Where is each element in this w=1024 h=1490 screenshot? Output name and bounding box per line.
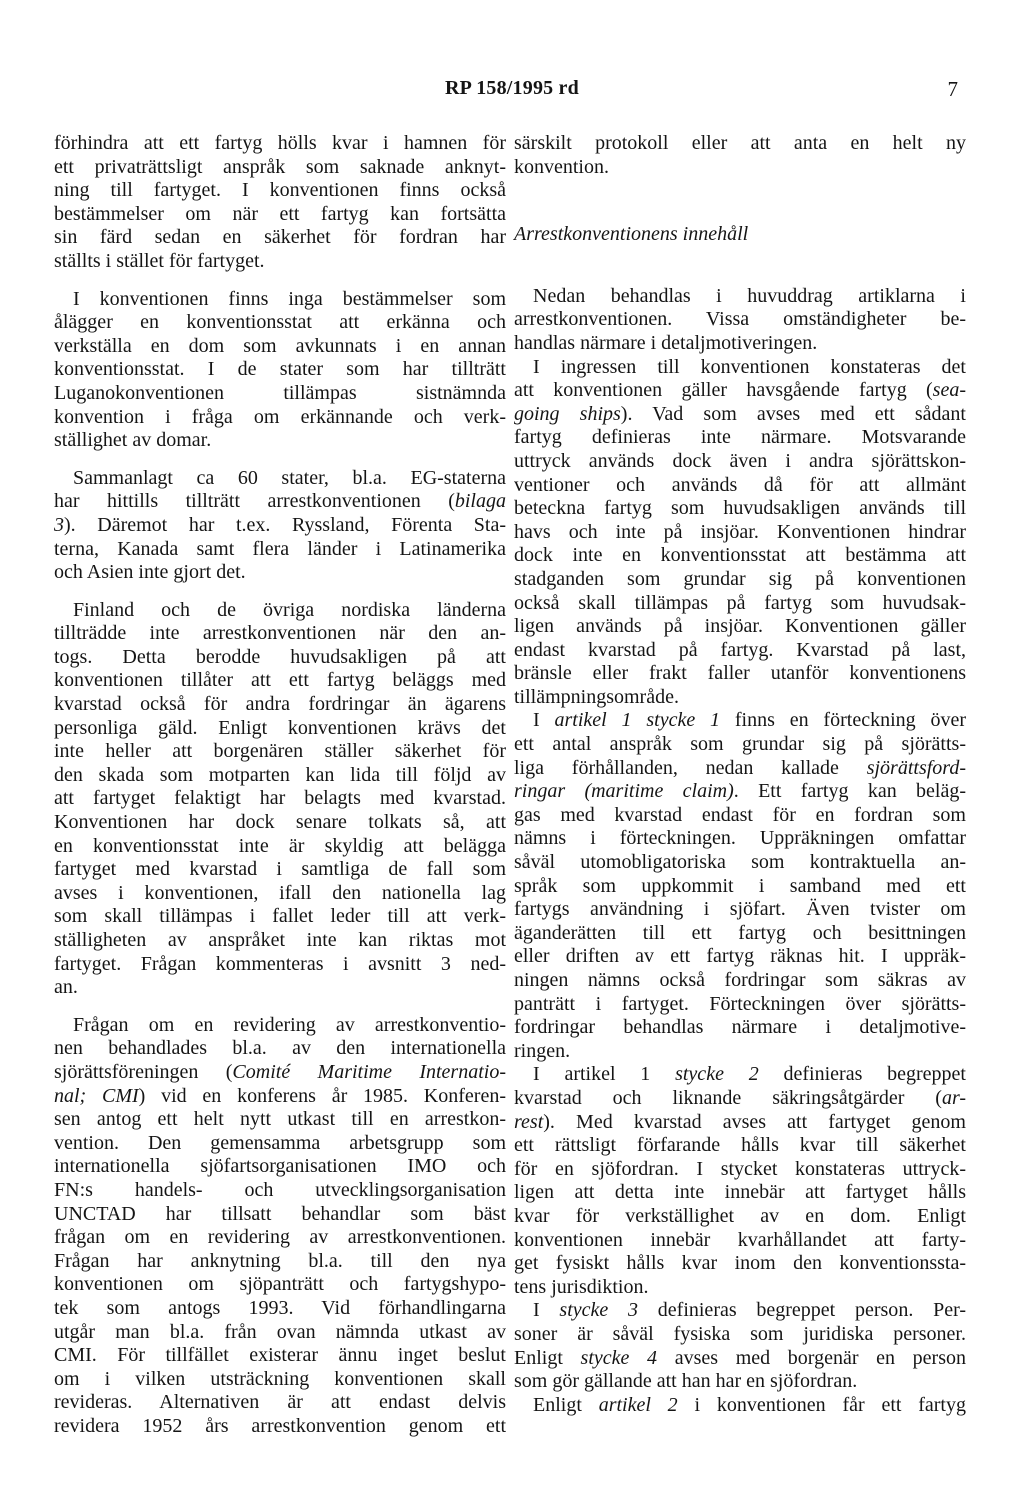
text-line: nen behandlades bl.a. av den internationella [54,1037,506,1060]
text-line: terna, Kanada samt flera länder i Latinamerika [54,537,506,560]
text-line: nal; CMI) vid en konferens år 1985. Konferen- [54,1084,506,1107]
text-line: I stycke 3 definieras begreppet person. Per- [533,1299,966,1322]
text-line: internationella sjöfartsorganisationen IMO och [54,1155,506,1178]
document-reference: RP 158/1995 rd [445,77,579,99]
text-line: den skada som motparten kan lida till följd av [54,763,506,786]
text-line: I artikel 1 stycke 1 finns en förteckning över [533,709,966,732]
text-line: ning till fartyget. I konventionen finns också [54,179,506,202]
text-line: Frågan har anknytning bl.a. till den nya [54,1249,506,1272]
text-line: ålägger en konventionsstat att erkänna och [54,311,506,334]
text-line: handlas närmare i detaljmotiveringen. [514,331,818,354]
text-line: 3). Däremot har t.ex. Ryssland, Förenta Sta- [54,513,506,536]
text-line: ett privaträttsligt anspråk som saknade anknyt- [54,155,506,178]
text-line: Luganokonventionen tillämpas sistnämnda [54,381,506,404]
text-line: panträtt i fartyget. Förteckningen över sjörätts- [514,992,966,1015]
text-line: förhindra att ett fartyg hölls kvar i hamnen för [54,132,506,154]
text-line: ningen nämns också fordringar som säkras av [514,969,966,991]
text-line: get fysiskt hålls kvar inom den konventionssta- [514,1252,966,1275]
page-number: 7 [947,77,958,101]
text-line: såväl utomobligatoriska som kontraktuella an- [514,851,966,874]
text-line: särskilt protokoll eller att anta en helt ny [514,132,966,154]
text-line: ställighet av domar. [54,429,212,452]
text-line: Frågan om en revidering av arrestkonventio- [73,1013,506,1036]
text-line: UNCTAD har tillsatt behandlar som bäst [54,1202,506,1225]
text-line: ett antal anspråk som grundar sig på sjörätts- [514,733,966,756]
text-line: revidera 1952 års arrestkonvention genom ett [54,1414,506,1437]
text-line: konventionen tillåter att ett fartyg beläggs med [54,669,506,692]
section-heading: Arrestkonventionens innehåll [514,223,749,246]
page-header [0,77,1024,107]
text-line: inte heller att borgenären ställer säkerhet för [54,740,506,763]
text-line: har hittills tillträtt arrestkonventionen (bilaga [54,490,506,513]
text-line: för en sjöfordran. I stycket konstateras uttryck- [514,1157,966,1180]
text-line: fartyg definieras inte närmare. Motsvarande [514,426,966,449]
text-line: språk som uppkommit i samband med ett [514,874,966,897]
text-line: Sammanlagt ca 60 stater, bl.a. EG-staterna [73,466,506,489]
text-line: konventionen innebär kvarhållandet att farty- [514,1228,966,1251]
text-line: sen antog ett helt nytt utkast till en arrestkon- [54,1108,506,1131]
text-line: konventionsstat. I de stater som har tillträtt [54,358,506,381]
right-text-column [514,132,966,1417]
text-line: fartygs användning i sjöfart. Även tvister om [514,898,966,921]
text-line: vention. Den gemensamma arbetsgrupp som [54,1131,506,1154]
text-line: nämns i förteckningen. Uppräkningen omfattar [514,827,966,850]
text-line: havs och inte på insjöar. Konventionen hindrar [514,520,966,543]
text-line: avses i konventionen, ifall den nationella lag [54,881,506,904]
text-line: tillämpningsområde. [514,685,679,708]
text-line: sin färd sedan en säkerhet för fordran har [54,226,506,249]
text-line: verkställa en dom som avkunnats i en annan [54,334,506,357]
text-line: an. [54,976,78,999]
text-line: fordringar behandlas närmare i detaljmotive- [514,1016,966,1039]
text-line: och Asien inte gjort det. [54,561,246,584]
text-line: Konventionen har dock senare tolkats så, att [54,811,506,834]
text-line: tek som antogs 1993. Vid förhandlingarna [54,1296,506,1319]
text-line: att fartyget felaktigt har belagts med kvarstad. [54,787,506,810]
text-line: fartyget. Frågan kommenteras i avsnitt 3 ned- [54,952,506,975]
text-line: kvar för verkställighet av en dom. Enligt [514,1204,966,1227]
text-line: om i vilken utsträckning konventionen skall [54,1367,506,1390]
text-line: frågan om en revidering av arrestkonventionen. [54,1226,506,1249]
text-line: kvarstad och liknande säkringsåtgärder (ar- [514,1086,966,1109]
text-line: som gör gällande att han har en sjöfordran. [514,1370,858,1393]
text-line: ringar (maritime claim). Ett fartyg kan beläg- [514,780,966,803]
text-line: ringen. [514,1039,571,1062]
text-line: FN:s handels- och utvecklingsorganisation [54,1178,506,1201]
text-line: sjörättsföreningen (Comité Maritime Internatio- [54,1060,506,1083]
text-line: ligen att detta inte innebär att fartyget hålls [514,1181,966,1204]
text-line: I konventionen finns inga bestämmelser som [73,287,506,310]
text-line: att konventionen gäller havsgående fartyg (sea- [514,379,966,402]
text-line: arrestkonventionen. Vissa omständigheter be- [514,308,966,331]
text-line: Enligt stycke 4 avses med borgenär en person [514,1346,966,1369]
text-line: äganderätten till ett fartyg och besittningen [514,921,966,944]
text-line: konvention i fråga om erkännande och verk- [54,405,506,428]
text-line: liga förhållanden, nedan kallade sjörättsford- [514,756,966,779]
text-line: eller driften av ett fartyg räknas hit. I uppräk- [514,945,966,968]
text-line: Nedan behandlas i huvuddrag artiklarna i [533,284,966,307]
left-text-column [54,132,506,1438]
text-line: togs. Detta berodde huvudsakligen på att [54,645,506,668]
text-line: gas med kvarstad endast för en fordran som [514,803,966,826]
text-line: konventionen om sjöpanträtt och fartygshypo- [54,1273,506,1296]
text-line: kvarstad också för andra fordringar än ägarens [54,693,506,716]
text-line: också skall tillämpas på fartyg som huvudsak- [514,591,966,614]
text-line: ett rättsligt förfarande hålls kvar till säkerhet [514,1134,966,1157]
text-line: soner är såväl fysiska som juridiska personer. [514,1322,966,1345]
text-line: I artikel 1 stycke 2 definieras begreppet [533,1063,966,1086]
text-line: ställts i stället för fartyget. [54,249,265,272]
text-line: CMI. För tillfället existerar ännu inget beslut [54,1344,506,1367]
text-line: rest). Med kvarstad avses att fartyget genom [514,1110,966,1133]
text-line: tillträdde inte arrestkonventionen när den an- [54,622,506,645]
text-line: en konventionsstat inte är skyldig att belägga [54,834,506,857]
text-line: stadganden som grundar sig på konventionen [514,567,966,590]
text-line: I ingressen till konventionen konstateras det [533,355,966,378]
text-line: going ships). Vad som avses med ett sådant [514,402,966,425]
text-line: konvention. [514,155,609,178]
text-line: ligen används på insjöar. Konventionen gäller [514,615,966,638]
text-line: fartyget med kvarstad i samtliga de fall som [54,858,506,881]
text-line: uttryck används dock även i andra sjörättskon- [514,449,966,472]
text-line: bestämmelser om när ett fartyg kan fortsätta [54,202,506,225]
text-line: beteckna fartyg som huvudsakligen används till [514,497,966,520]
text-line: ställigheten av anspråket inte kan riktas mot [54,929,506,951]
text-line: revideras. Alternativen är att endast delvis [54,1391,506,1414]
text-line: Finland och de övriga nordiska länderna [73,598,506,621]
text-line: tens jurisdiktion. [514,1275,649,1298]
text-line: som skall tillämpas i fallet leder till att verk- [54,905,506,928]
text-line: endast kvarstad på fartyg. Kvarstad på last, [514,638,966,661]
text-line: Enligt artikel 2 i konventionen får ett fartyg [533,1393,966,1416]
text-line: personliga gäld. Enligt konventionen krävs det [54,716,506,739]
text-line: bränsle eller frakt faller utanför konventionens [514,662,966,685]
text-line: utgår man bl.a. från ovan nämnda utkast av [54,1320,506,1343]
text-line: ventioner och används då för att allmänt [514,473,966,496]
text-line: dock inte en konventionsstat att bestämma att [514,544,966,567]
